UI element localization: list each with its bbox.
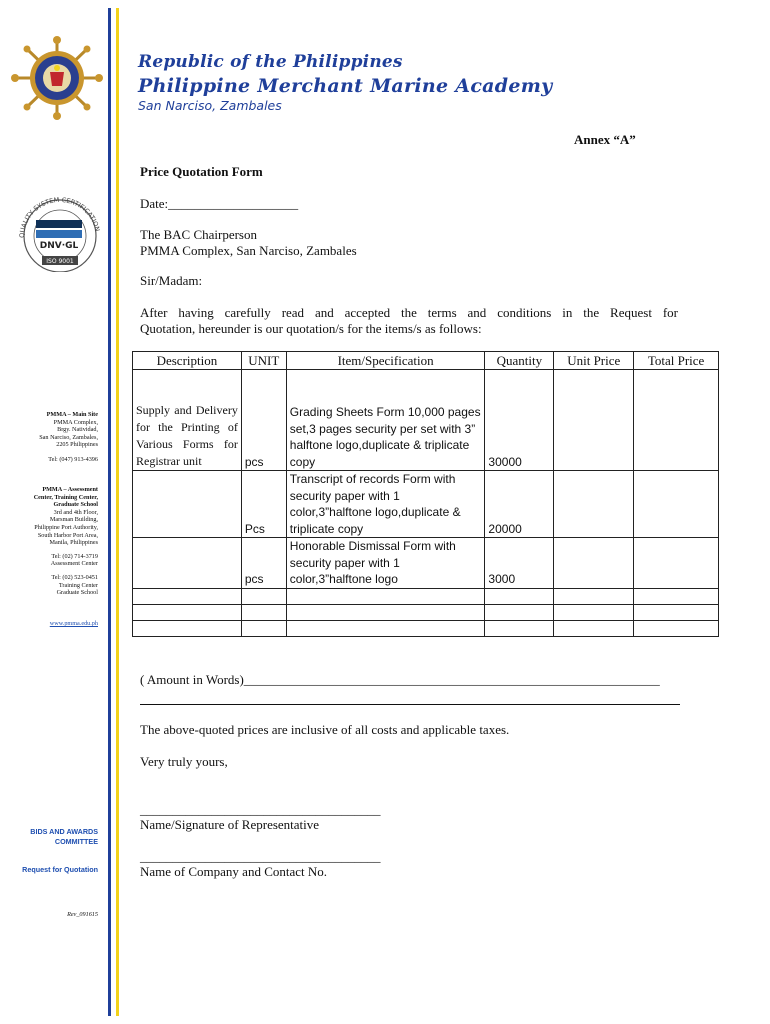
header-academy-name: Philippine Merchant Marine Academy	[138, 75, 553, 97]
cert-std-text: ISO 9001	[46, 258, 74, 265]
table-header-row	[133, 352, 719, 370]
divider-line	[140, 704, 680, 705]
company-label: Name of Company and Contact No.	[140, 864, 328, 879]
table-row	[133, 471, 719, 538]
sidebar-assessment-center	[2, 486, 98, 597]
tel-training-note: Training Center	[58, 581, 98, 589]
unit-cell: Pcs	[241, 471, 286, 538]
tel-assessment: Tel: (02) 714-3719	[51, 552, 98, 560]
quantity-cell: 30000	[485, 370, 554, 471]
description-cell	[133, 538, 242, 589]
table-row	[133, 604, 719, 620]
tel-graduate-note: Graduate School	[56, 589, 98, 597]
company-line[interactable]: _____________________________________	[140, 849, 381, 864]
left-border-yellow	[116, 8, 119, 1016]
website-link[interactable]: www.pmma.edu.ph	[49, 620, 98, 627]
spec-cell: Transcript of records Form with security paper with 1 color,3”halftone logo,duplicate & triplicate copy	[286, 471, 485, 538]
header-location: San Narciso, Zambales	[138, 98, 282, 113]
total-price-cell[interactable]	[634, 471, 719, 538]
description-cell	[133, 471, 242, 538]
iso-certification-badge	[14, 190, 104, 272]
table-row	[133, 588, 719, 604]
main-site-line: Brgy. Natividad,	[57, 426, 98, 434]
table-row	[133, 620, 719, 636]
assess-title-line: Center, Training Center,	[33, 493, 98, 501]
main-site-line: PMMA Complex,	[53, 418, 98, 426]
cert-mark-text: DNV·GL	[39, 241, 79, 251]
addressee-line2: PMMA Complex, San Narciso, Zambales	[140, 243, 357, 258]
spec-cell: Grading Sheets Form 10,000 pages set,3 pages security per set with 3” halftone logo,duplicate & triplicate copy	[286, 370, 485, 471]
header-total-price: Total Price	[634, 352, 719, 370]
bac-line1: BIDS AND AWARDS	[30, 827, 98, 836]
spec-cell: Honorable Dismissal Form with security paper with 1 color,3”halftone logo	[286, 538, 485, 589]
unit-cell: pcs	[241, 370, 286, 471]
unit-cell: pcs	[241, 538, 286, 589]
rfq-label: Request for Quotation	[22, 865, 98, 874]
cert-top-text: QUALITY SYSTEM CERTIFICATION	[17, 195, 102, 239]
date-field: Date:____________________	[140, 196, 299, 211]
main-tel: Tel: (047) 913-4396	[48, 455, 98, 463]
quantity-cell: 3000	[485, 538, 554, 589]
pmma-seal-logo	[10, 36, 104, 120]
header-unit-price: Unit Price	[554, 352, 634, 370]
bac-line2: COMMITTEE	[54, 837, 98, 846]
assess-line: Philippine Port Authority,	[34, 523, 98, 531]
form-title: Price Quotation Form	[140, 164, 263, 179]
assess-title-line: Graduate School	[53, 501, 98, 509]
assess-line: Manila, Philippines	[49, 539, 98, 547]
revision-code: Rev_091615	[67, 911, 98, 918]
inclusive-note: The above-quoted prices are inclusive of all costs and applicable taxes.	[140, 722, 510, 737]
annex-label: Annex “A”	[574, 132, 636, 147]
header-quantity: Quantity	[485, 352, 554, 370]
unit-price-cell[interactable]	[554, 471, 634, 538]
main-site-line: 2205 Philippines	[56, 441, 98, 449]
addressee-line1: The BAC Chairperson	[140, 227, 257, 242]
unit-price-cell[interactable]	[554, 370, 634, 471]
quantity-cell: 20000	[485, 471, 554, 538]
assess-title-line: PMMA – Assessment	[42, 486, 98, 493]
header-description: Description	[133, 352, 242, 370]
signature-line[interactable]: _____________________________________	[140, 802, 381, 817]
signature-label: Name/Signature of Representative	[140, 817, 320, 832]
tel-training: Tel: (02) 523-0451	[51, 573, 98, 581]
amount-in-words-field[interactable]: ( Amount in Words)________________________________________________________________	[140, 672, 660, 687]
assess-line: Marsman Building,	[49, 516, 98, 524]
bac-label	[2, 827, 98, 847]
table-row	[133, 370, 719, 471]
closing-text: Very truly yours,	[140, 754, 228, 769]
quotation-table	[132, 351, 719, 637]
main-site-title: PMMA – Main Site	[46, 411, 98, 418]
left-border-blue	[108, 8, 111, 1016]
unit-price-cell[interactable]	[554, 538, 634, 589]
main-site-line: San Narciso, Zambales,	[39, 433, 98, 441]
intro-line2: Quotation, hereunder is our quotation/s for the items/s as follows:	[140, 321, 482, 336]
total-price-cell[interactable]	[634, 370, 719, 471]
table-row	[133, 538, 719, 589]
header-unit: UNIT	[241, 352, 286, 370]
assess-line: 3rd and 4th Floor,	[53, 508, 98, 516]
total-price-cell[interactable]	[634, 538, 719, 589]
intro-line1: After having carefully read and accepted the terms and conditions in the Request for	[140, 305, 678, 320]
salutation: Sir/Madam:	[140, 273, 203, 288]
tel-assessment-note: Assessment Center	[50, 560, 98, 568]
header-republic: Republic of the Philippines	[138, 52, 403, 72]
sidebar-main-site	[2, 411, 98, 464]
assess-line: South Harbor Port Area,	[37, 531, 98, 539]
header-specification: Item/Specification	[286, 352, 485, 370]
description-cell: Supply and Delivery for the Printing of Various Forms for Registrar unit	[133, 370, 242, 471]
